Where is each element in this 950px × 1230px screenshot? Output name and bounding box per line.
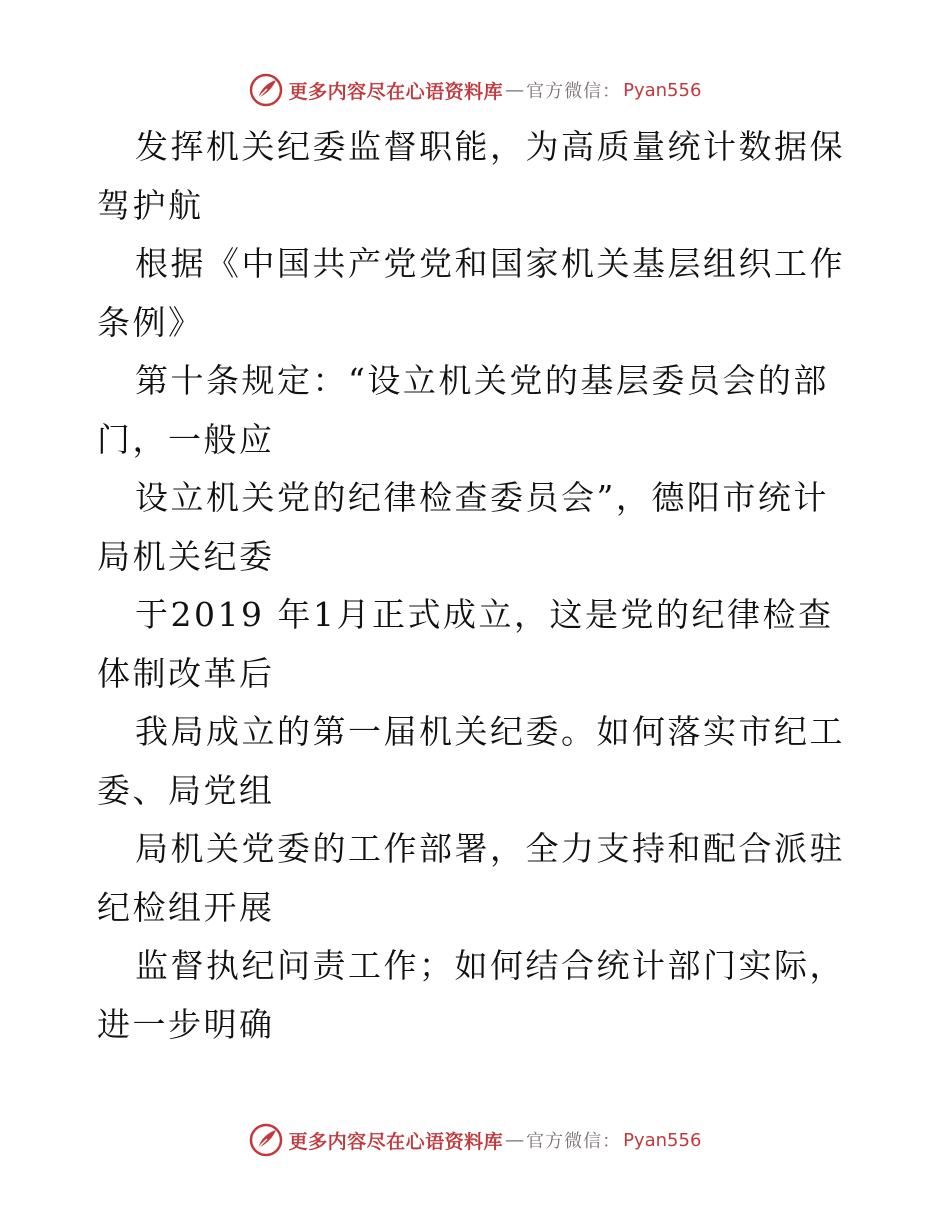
watermark-brand-text: 更多内容尽在心语资料库 <box>288 80 504 103</box>
feather-pen-logo-icon <box>249 73 283 107</box>
paragraph: 发挥机关纪委监督职能，为高质量统计数据保驾护航 <box>97 127 845 225</box>
header-watermark <box>0 70 950 110</box>
watermark-wechat-id: Pyan556 <box>623 79 702 101</box>
paragraph: 局机关党委的工作部署，全力支持和配合派驻纪检组开展 <box>97 829 845 927</box>
paragraph: 监督执纪问责工作；如何结合统计部门实际，进一步明确 <box>97 946 845 1044</box>
paragraph: 根据《中国共产党党和国家机关基层组织工作条例》 <box>97 244 845 342</box>
paragraph: 第十条规定：“设立机关党的基层委员会的部门，一般应 <box>97 361 829 459</box>
watermark-wechat-id: Pyan556 <box>623 1129 702 1151</box>
document-body <box>97 118 857 1054</box>
paragraph: 于2019 年1月正式成立，这是党的纪律检查体制改革后 <box>97 595 834 693</box>
watermark-brand-text: 更多内容尽在心语资料库 <box>288 1130 504 1153</box>
watermark-official-label: 官方微信： <box>526 1131 622 1152</box>
watermark-official-label: 官方微信： <box>526 81 622 102</box>
paragraph: 我局成立的第一届机关纪委。如何落实市纪工委、局党组 <box>97 712 845 810</box>
paragraph: 设立机关党的纪律检查委员会”，德阳市统计局机关纪委 <box>97 478 829 576</box>
feather-pen-logo-icon <box>249 1123 283 1157</box>
watermark-dash: — <box>505 1129 525 1151</box>
watermark-dash: — <box>505 79 525 101</box>
footer-watermark <box>0 1120 950 1160</box>
